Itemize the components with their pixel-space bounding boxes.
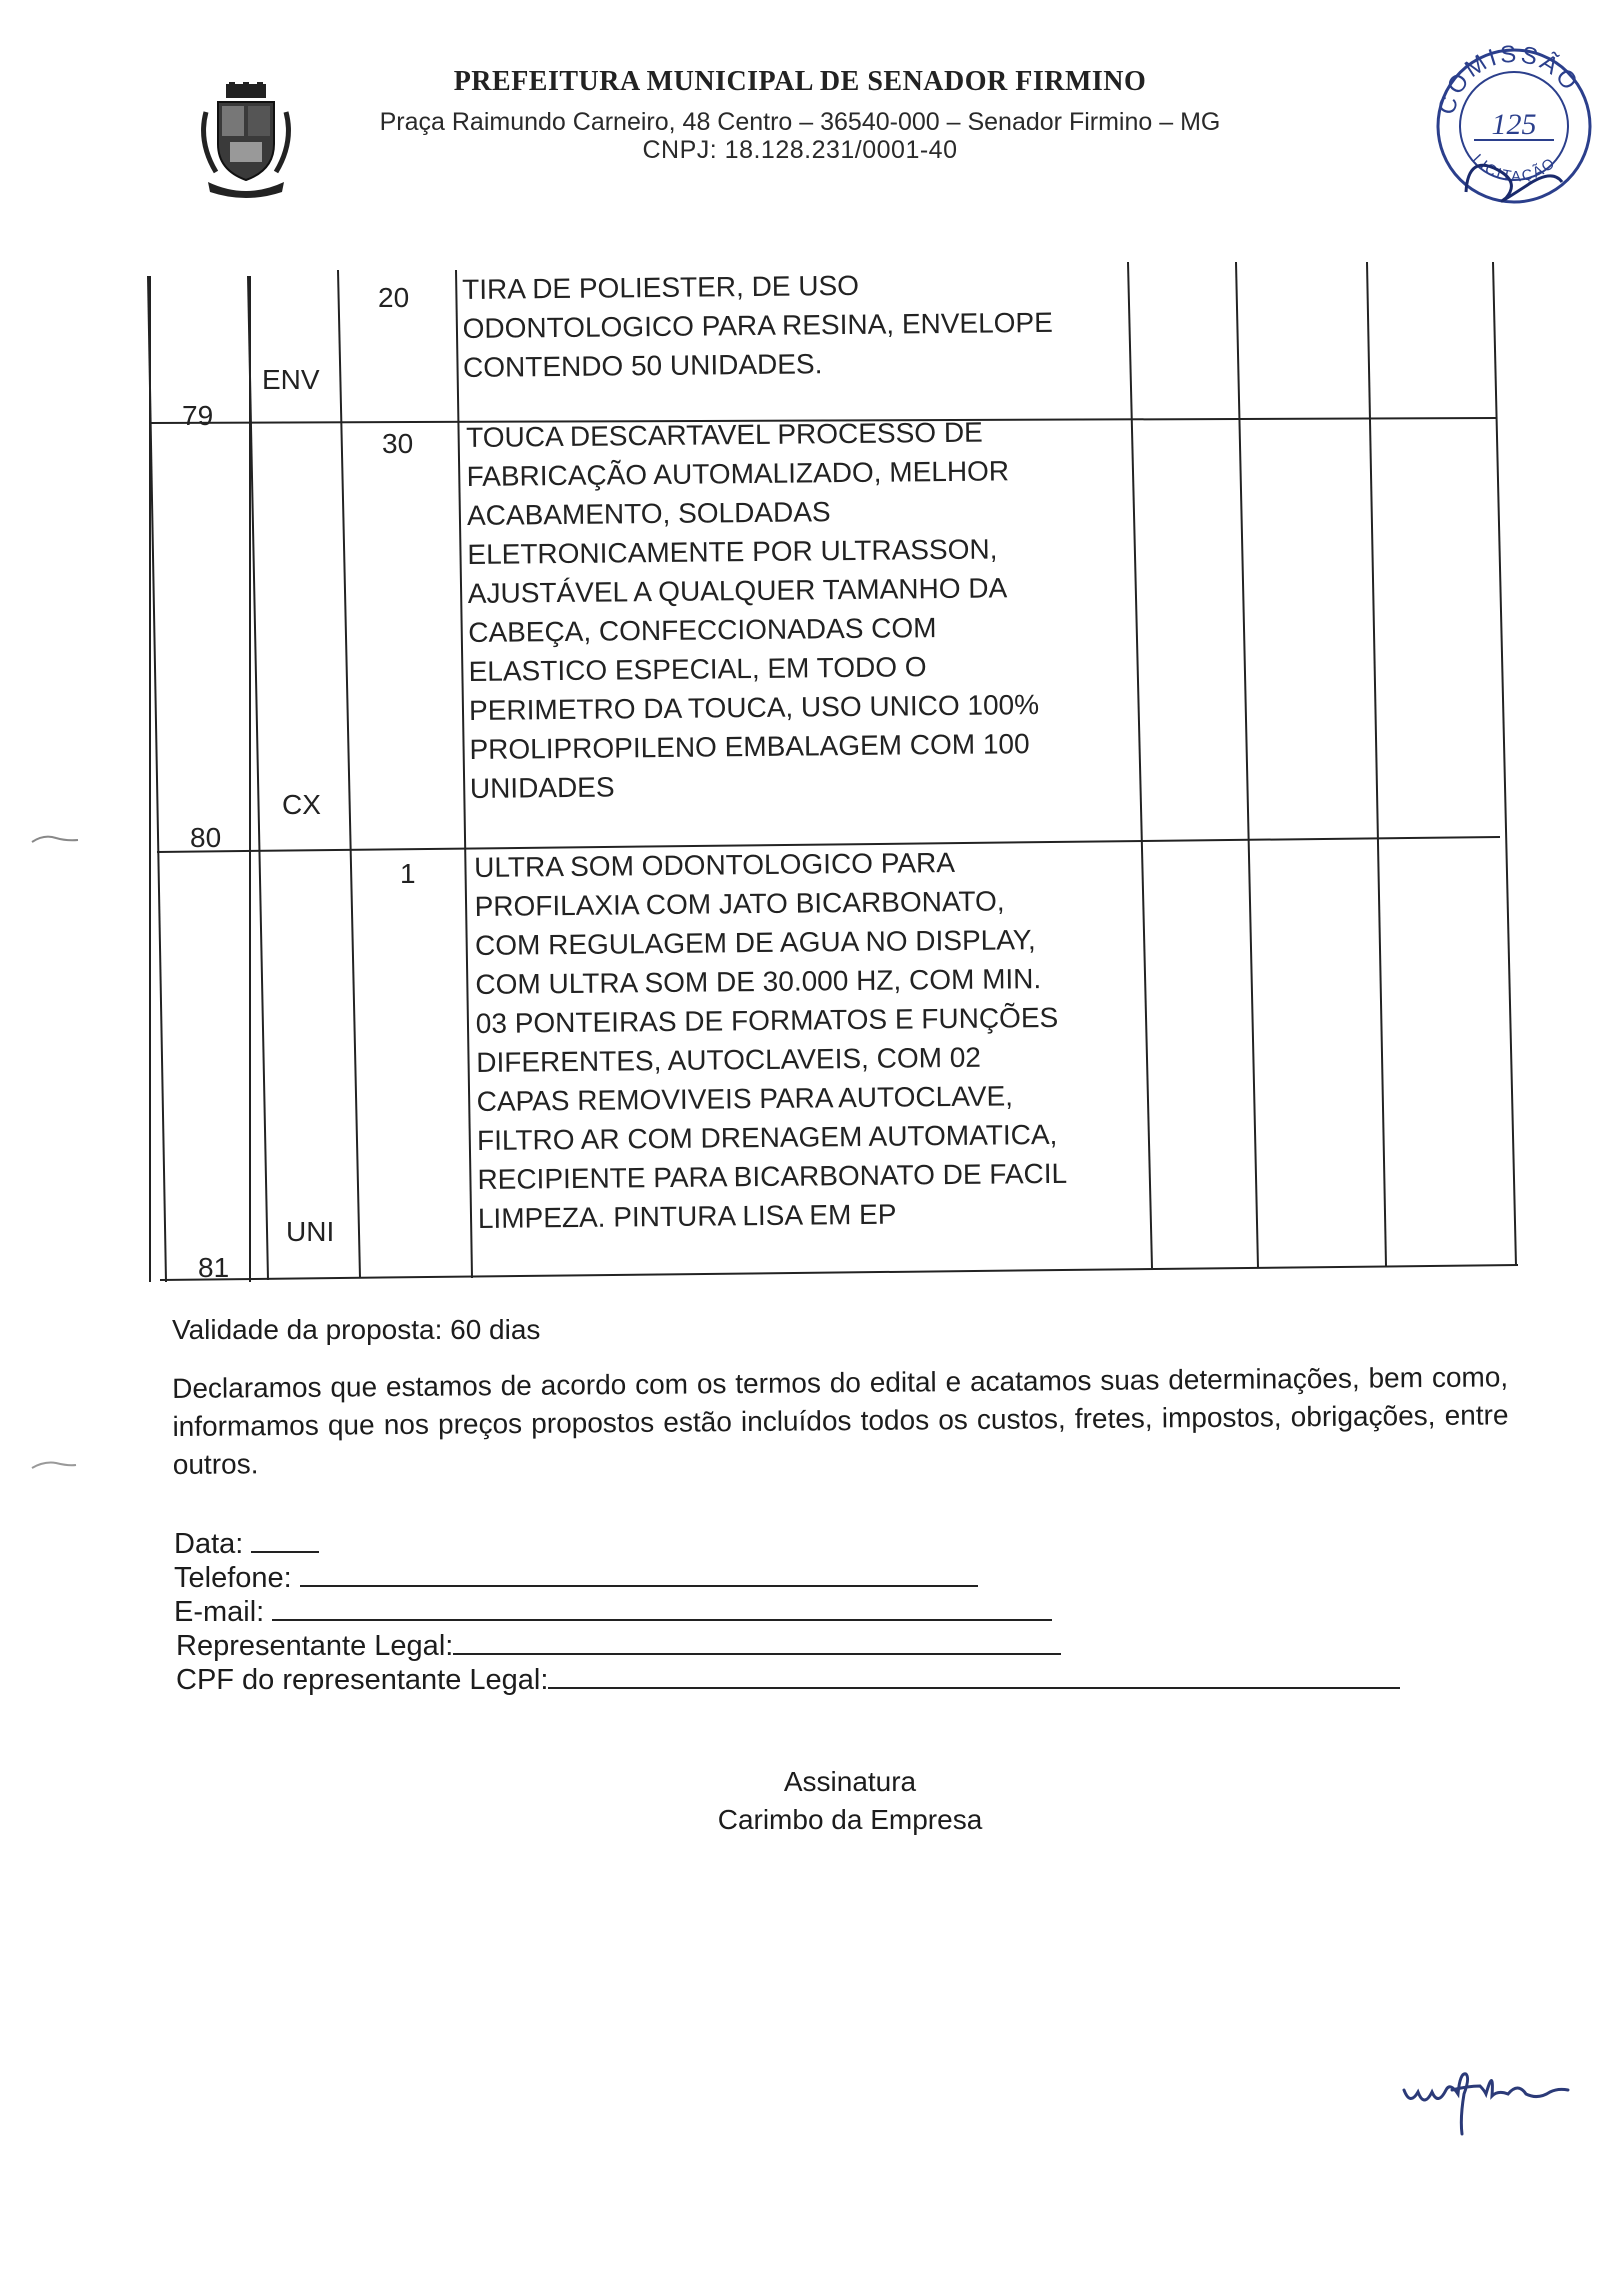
date-label: Data: [174, 1528, 244, 1560]
declaration-paragraph: Declaramos que estamos de acordo com os termos do edital e acatamos suas determinações, bem como, informamos que nos preços propostos estão incluídos todos os custos, fretes, impostos, obrigações, entre outros. [172, 1361, 1509, 1480]
scan-punch-mark [30, 1458, 78, 1472]
stamp-text-top: COMISSÃO [1433, 40, 1585, 118]
representative-field[interactable] [176, 1630, 1061, 1663]
item-description: ULTRA SOM ODONTOLOGICO PARA PROFILAXIA COM JATO BICARBONATO, COM REGULAGEM DE AGUA NO DISPLAY, COM ULTRA SOM DE 30.000 HZ, COM MIN. 03 PONTEIRAS DE FORMATOS E FUNÇÕES DIFERENTES, AUTOCLAVEIS, COM 02 CAPAS REMOVIVEIS PARA AUTOCLAVE, FILTRO AR COM DRENAGEM AUTOMATICA, RECIPIENTE PARA BICARBONATO DE FACIL LIMPEZA. PINTURA LISA EM EP [474, 846, 1068, 1234]
date-field[interactable] [174, 1528, 319, 1561]
item-unit: CX [282, 789, 321, 820]
item-unit: ENV [262, 364, 320, 395]
cpf-field[interactable] [176, 1664, 1400, 1697]
company-stamp-label: Carimbo da Empresa [717, 1804, 983, 1835]
header-address: Praça Raimundo Carneiro, 48 Centro – 36540-000 – Senador Firmino – MG [379, 108, 1221, 136]
stamp-page-number: 125 [1491, 108, 1537, 141]
item-description: TIRA DE POLIESTER, DE USO ODONTOLOGICO PARA RESINA, ENVELOPE CONTENDO 50 UNIDADES. [462, 269, 1053, 383]
item-quantity: 20 [378, 282, 410, 313]
date-blank-line [251, 1529, 319, 1553]
header-cnpj: CNPJ: 18.128.231/0001-40 [642, 136, 958, 164]
proposal-validity: Validade da proposta: 60 dias [172, 1314, 541, 1345]
phone-label: Telefone: [174, 1562, 292, 1594]
item-number: 80 [190, 822, 222, 853]
commission-stamp [1428, 22, 1600, 222]
signature-label: Assinatura [783, 1766, 917, 1797]
header-title: PREFEITURA MUNICIPAL DE SENADOR FIRMINO [453, 66, 1147, 97]
signature-caption [0, 1763, 1600, 1839]
item-quantity: 30 [382, 428, 414, 459]
item-description: TOUCA DESCARTAVEL PROCESSO DE FABRICAÇÃO AUTOMALIZADO, MELHOR ACABAMENTO, SOLDADAS ELETRONICAMENTE POR ULTRASSON, AJUSTÁVEL A QUALQUER TAMANHO DA CABEÇA, CONFECCIONADAS COM ELASTICO ESPECIAL, EM TODO O PERIMETRO DA TOUCA, USO UNICO 100% PROLIPROPILENO EMBALAGEM COM 100 UNIDADES [466, 416, 1040, 804]
representative-label: Representante Legal: [176, 1630, 454, 1662]
svg-text:LICITAÇÃO [1469, 151, 1560, 185]
representative-blank-line [453, 1631, 1061, 1655]
cpf-label: CPF do representante Legal: [176, 1664, 549, 1696]
phone-blank-line [300, 1563, 978, 1587]
item-quantity: 1 [400, 858, 416, 889]
phone-field[interactable] [174, 1562, 978, 1595]
email-label: E-mail: [174, 1596, 265, 1628]
handwritten-initials [1398, 2060, 1598, 2140]
cpf-blank-line [548, 1665, 1400, 1689]
stamp-text-bottom: LICITAÇÃO [1468, 151, 1560, 186]
item-unit: UNI [286, 1216, 335, 1247]
email-blank-line [272, 1597, 1052, 1621]
svg-text:COMISSÃO [1433, 41, 1584, 118]
item-number: 81 [198, 1252, 230, 1283]
scan-punch-mark [30, 832, 80, 846]
item-number: 79 [182, 400, 214, 431]
email-field[interactable] [174, 1596, 1052, 1629]
